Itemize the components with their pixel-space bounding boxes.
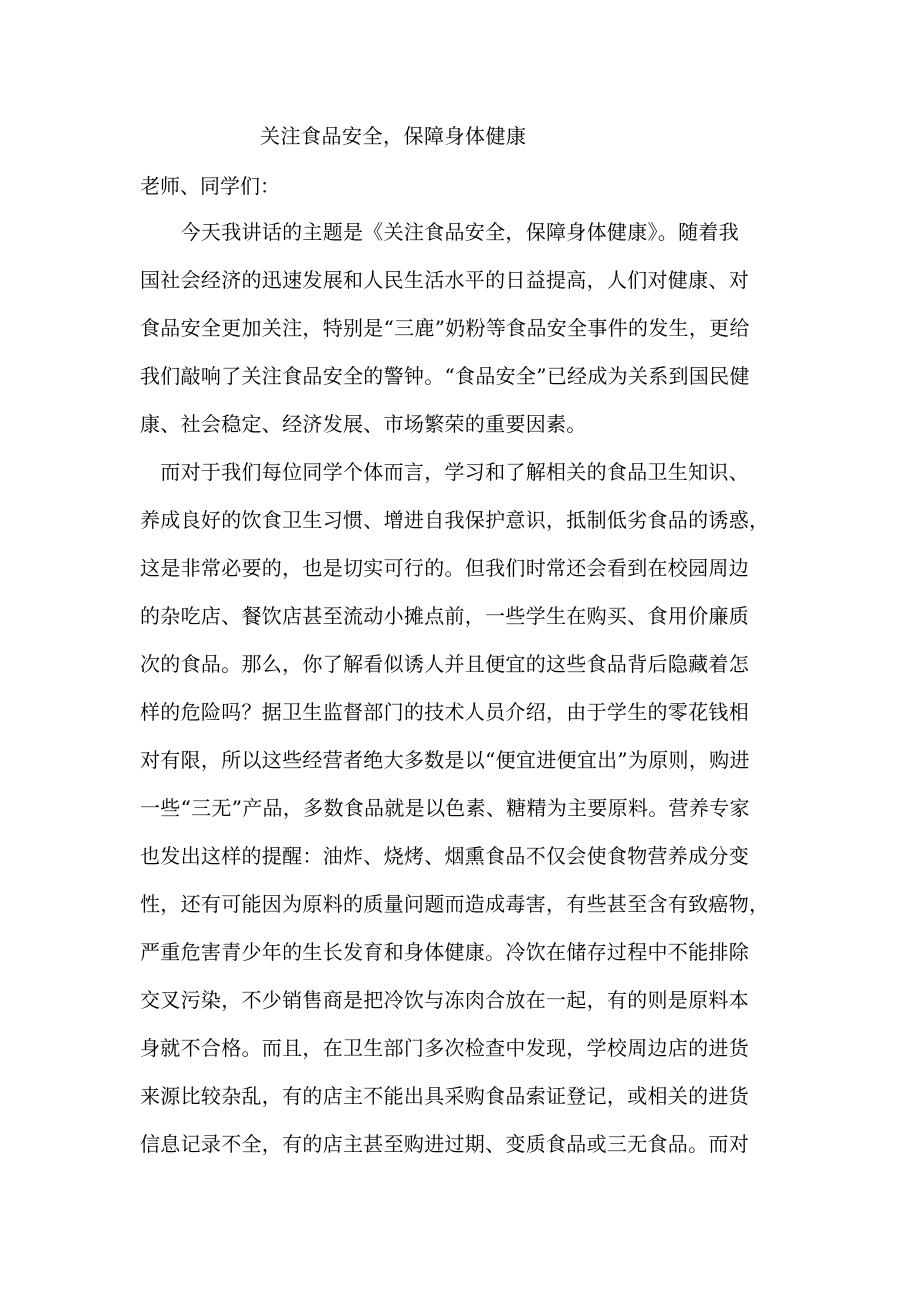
body-line: 对有限，所以这些经营者绝大多数是以“便宜进便宜出”为原则，购进: [140, 748, 750, 772]
body-line: 食品安全更加关注，特别是“三鹿”奶粉等食品安全事件的发生，更给: [140, 316, 750, 340]
body-line: 身就不合格。而且，在卫生部门多次检查中发现，学校周边店的进货: [140, 1036, 749, 1060]
body-line: 也发出这样的提醒：油炸、烧烤、烟熏食品不仅会使食物营养成分变: [140, 844, 749, 868]
body-line: 次的食品。那么，你了解看似诱人并且便宜的这些食品背后隐藏着怎: [140, 652, 749, 676]
body-line: 养成良好的饮食卫生习惯、增进自我保护意识，抵制低劣食品的诱惑，: [140, 508, 770, 532]
body-line: 来源比较杂乱，有的店主不能出具采购食品索证登记，或相关的进货: [140, 1084, 749, 1108]
salutation: 老师、同学们：: [140, 174, 280, 198]
body-line: 而对于我们每位同学个体而言，学习和了解相关的食品卫生知识、: [140, 460, 749, 484]
body-line: 的杂吃店、餐饮店甚至流动小摊点前，一些学生在购买、食用价廉质: [140, 604, 749, 628]
body-line: 我们敲响了关注食品安全的警钟。“食品安全”已经成为关系到国民健: [140, 364, 750, 388]
body-line: 性，还有可能因为原料的质量问题而造成毒害，有些甚至含有致癌物，: [140, 892, 770, 916]
body-line: 今天我讲话的主题是《关注食品安全，保障身体健康》。随着我: [140, 220, 739, 244]
document-title: 关注食品安全，保障身体健康: [260, 124, 527, 148]
body-line: 严重危害青少年的生长发育和身体健康。冷饮在储存过程中不能排除: [140, 940, 749, 964]
body-line: 康、社会稳定、经济发展、市场繁荣的重要因素。: [140, 412, 587, 436]
body-line: 国社会经济的迅速发展和人民生活水平的日益提高，人们对健康、对: [140, 268, 749, 292]
body-line: 信息记录不全，有的店主甚至购进过期、变质食品或三无食品。而对: [140, 1132, 749, 1156]
body-line: 一些“三无”产品，多数食品就是以色素、糖精为主要原料。营养专家: [140, 796, 750, 820]
body-line: 交叉污染，不少销售商是把冷饮与冻肉合放在一起，有的则是原料本: [140, 988, 749, 1012]
body-line: 这是非常必要的，也是切实可行的。但我们时常还会看到在校园周边: [140, 556, 749, 580]
body-line: 样的危险吗？据卫生监督部门的技术人员介绍，由于学生的零花钱相: [140, 700, 749, 724]
